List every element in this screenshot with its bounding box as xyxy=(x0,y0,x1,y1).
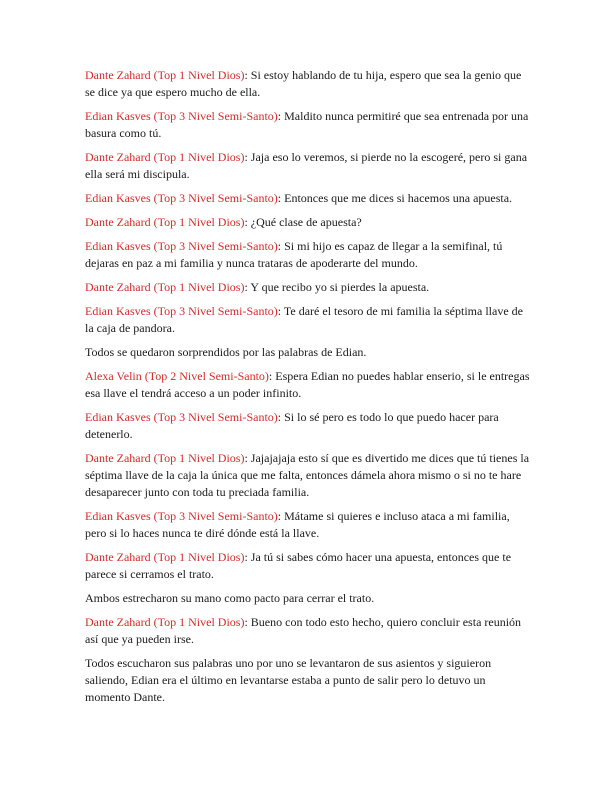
dialogue-text: : Te daré el tesoro de mi familia la séptima llave de la caja de pandora. xyxy=(85,304,523,335)
dialogue-text: : ¿Qué clase de apuesta? xyxy=(244,215,362,229)
dialogue-text: : Maldito nunca permitiré que sea entrenada por una basura como tú. xyxy=(85,109,529,140)
dialogue-text: : Bueno con todo esto hecho, quiero concluir esta reunión así que ya pueden irse. xyxy=(85,615,522,646)
dialogue-text: : Si estoy hablando de tu hija, espero que sea la genio que se dice ya que espero mucho de ella. xyxy=(85,68,522,99)
dialogue-text: : Jaja eso lo veremos, si pierde no la escogeré, pero si gana ella será mi discipula. xyxy=(85,150,528,181)
dialogue-paragraph xyxy=(85,238,530,272)
speaker-name: Edian Kasves (Top 3 Nivel Semi-Santo) xyxy=(85,109,278,123)
speaker-name: Edian Kasves (Top 3 Nivel Semi-Santo) xyxy=(85,410,278,424)
dialogue-text: : Si lo sé pero es todo lo que puedo hacer para detenerlo. xyxy=(85,410,499,441)
dialogue-paragraph xyxy=(85,508,530,542)
dialogue-paragraph xyxy=(85,279,530,296)
dialogue-paragraph xyxy=(85,614,530,648)
dialogue-paragraph xyxy=(85,108,530,142)
dialogue-paragraph xyxy=(85,368,530,402)
speaker-name: Dante Zahard (Top 1 Nivel Dios) xyxy=(85,280,245,294)
dialogue-text: : Jajajajaja esto sí que es divertido me dices que tú tienes la séptima llave de la caja la única que me falta, entonces dámela ahora mismo o si no te hare desaparecer junto con toda tu preciada familia. xyxy=(85,451,530,499)
speaker-name: Dante Zahard (Top 1 Nivel Dios) xyxy=(85,451,245,465)
dialogue-text: : Espera Edian no puedes hablar enserio, si le entregas esa llave el tendrá acceso a un poder infinito. xyxy=(85,369,530,400)
speaker-name: Dante Zahard (Top 1 Nivel Dios) xyxy=(85,150,245,164)
speaker-name: Dante Zahard (Top 1 Nivel Dios) xyxy=(85,68,245,82)
dialogue-paragraph xyxy=(85,214,530,231)
narration-paragraph xyxy=(85,590,530,607)
speaker-name: Dante Zahard (Top 1 Nivel Dios) xyxy=(85,550,245,564)
speaker-name: Edian Kasves (Top 3 Nivel Semi-Santo) xyxy=(85,239,278,253)
dialogue-paragraph xyxy=(85,450,530,501)
dialogue-paragraph xyxy=(85,409,530,443)
dialogue-text: : Entonces que me dices si hacemos una apuesta. xyxy=(277,191,513,205)
dialogue-paragraph xyxy=(85,149,530,183)
dialogue-text: : Mátame si quieres e incluso ataca a mi familia, pero si lo haces nunca te diré dónde está la llave. xyxy=(85,509,510,540)
narration-paragraph xyxy=(85,655,530,706)
speaker-name: Dante Zahard (Top 1 Nivel Dios) xyxy=(85,215,245,229)
dialogue-paragraph xyxy=(85,303,530,337)
dialogue-text: : Y que recibo yo si pierdes la apuesta. xyxy=(244,280,430,294)
dialogue-paragraph xyxy=(85,549,530,583)
narration-text: Todos escucharon sus palabras uno por uno se levantaron de sus asientos y siguieron saliendo, Edian era el último en levantarse estaba a punto de salir pero lo detuvo un momento Dante. xyxy=(85,656,492,704)
narration-paragraph xyxy=(85,344,530,361)
speaker-name: Dante Zahard (Top 1 Nivel Dios) xyxy=(85,615,245,629)
speaker-name: Edian Kasves (Top 3 Nivel Semi-Santo) xyxy=(85,304,278,318)
speaker-name: Edian Kasves (Top 3 Nivel Semi-Santo) xyxy=(85,191,278,205)
narration-text: Ambos estrecharon su mano como pacto para cerrar el trato. xyxy=(85,591,375,605)
dialogue-text: : Ja tú si sabes cómo hacer una apuesta, entonces que te parece si cerramos el trato. xyxy=(85,550,512,581)
speaker-name: Alexa Velin (Top 2 Nivel Semi-Santo) xyxy=(85,369,269,383)
dialogue-text: : Si mi hijo es capaz de llegar a la semifinal, tú dejaras en paz a mi familia y nunca trataras de apoderarte del mundo. xyxy=(85,239,503,270)
speaker-name: Edian Kasves (Top 3 Nivel Semi-Santo) xyxy=(85,509,278,523)
dialogue-paragraph xyxy=(85,190,530,207)
narration-text: Todos se quedaron sorprendidos por las palabras de Edian. xyxy=(85,345,367,359)
dialogue-paragraph xyxy=(85,67,530,101)
document-body xyxy=(85,67,530,713)
